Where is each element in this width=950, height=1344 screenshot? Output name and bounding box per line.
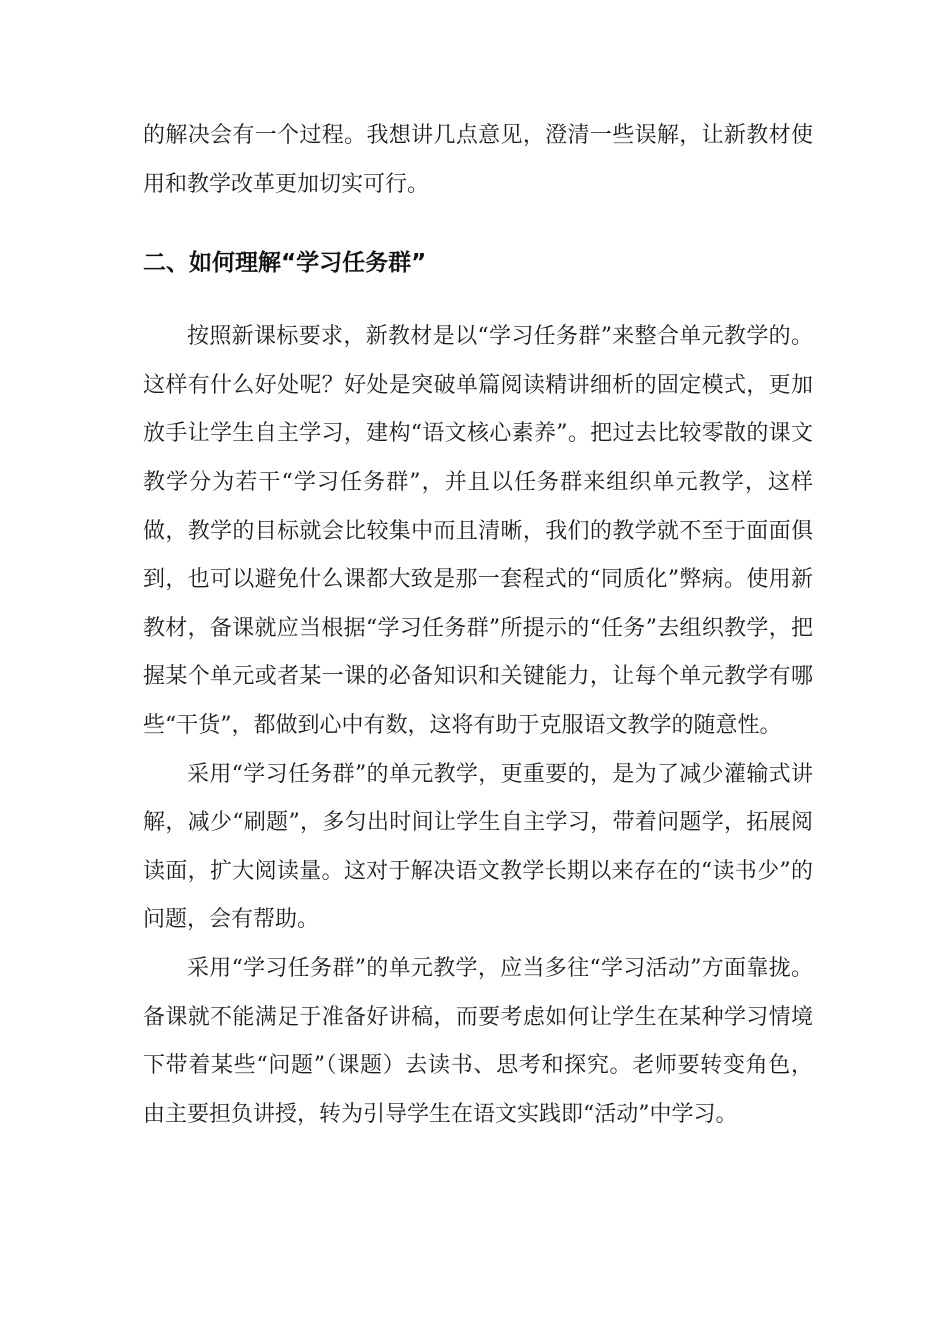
document-body xyxy=(143,112,813,1139)
continued-paragraph: 的解决会有一个过程。我想讲几点意见，澄清一些误解，让新教材使用和教学改革更加切实可行。 xyxy=(143,123,813,197)
body-paragraph-1: 按照新课标要求，新教材是以“学习任务群”来整合单元教学的。这样有什么好处呢？好处是突破单篇阅读精讲细析的固定模式，更加放手让学生自主学习，建构“语文核心素养”。把过去比较零散的课文教学分为若干“学习任务群”，并且以任务群来组织单元教学，这样做，教学的目标就会比较集中而且清晰，我们的教学就不至于面面俱到，也可以避免什么课都大致是那一套程式的“同质化”弊病。使用新教材，备课就应当根据“学习任务群”所提示的“任务”去组织教学，把握某个单元或者某一课的必备知识和关键能力，让每个单元教学有哪些“干货”，都做到心中有数，这将有助于克服语文教学的随意性。 xyxy=(143,324,813,738)
section-heading: 二、如何理解“学习任务群” xyxy=(143,250,427,277)
body-paragraph-2: 采用“学习任务群”的单元教学，更重要的，是为了减少灌输式讲解，减少“刷题”，多匀出时间让学生自主学习，带着问题学，拓展阅读面，扩大阅读量。这对于解决语文教学长期以来存在的“读书少”的问题，会有帮助。 xyxy=(143,761,813,933)
body-paragraph-3: 采用“学习任务群”的单元教学，应当多往“学习活动”方面靠拢。备课就不能满足于准备好讲稿，而要考虑如何让学生在某种学习情境下带着某些“问题”（课题）去读书、思考和探究。老师要转变角色，由主要担负讲授，转为引导学生在语文实践即“活动”中学习。 xyxy=(143,955,813,1127)
